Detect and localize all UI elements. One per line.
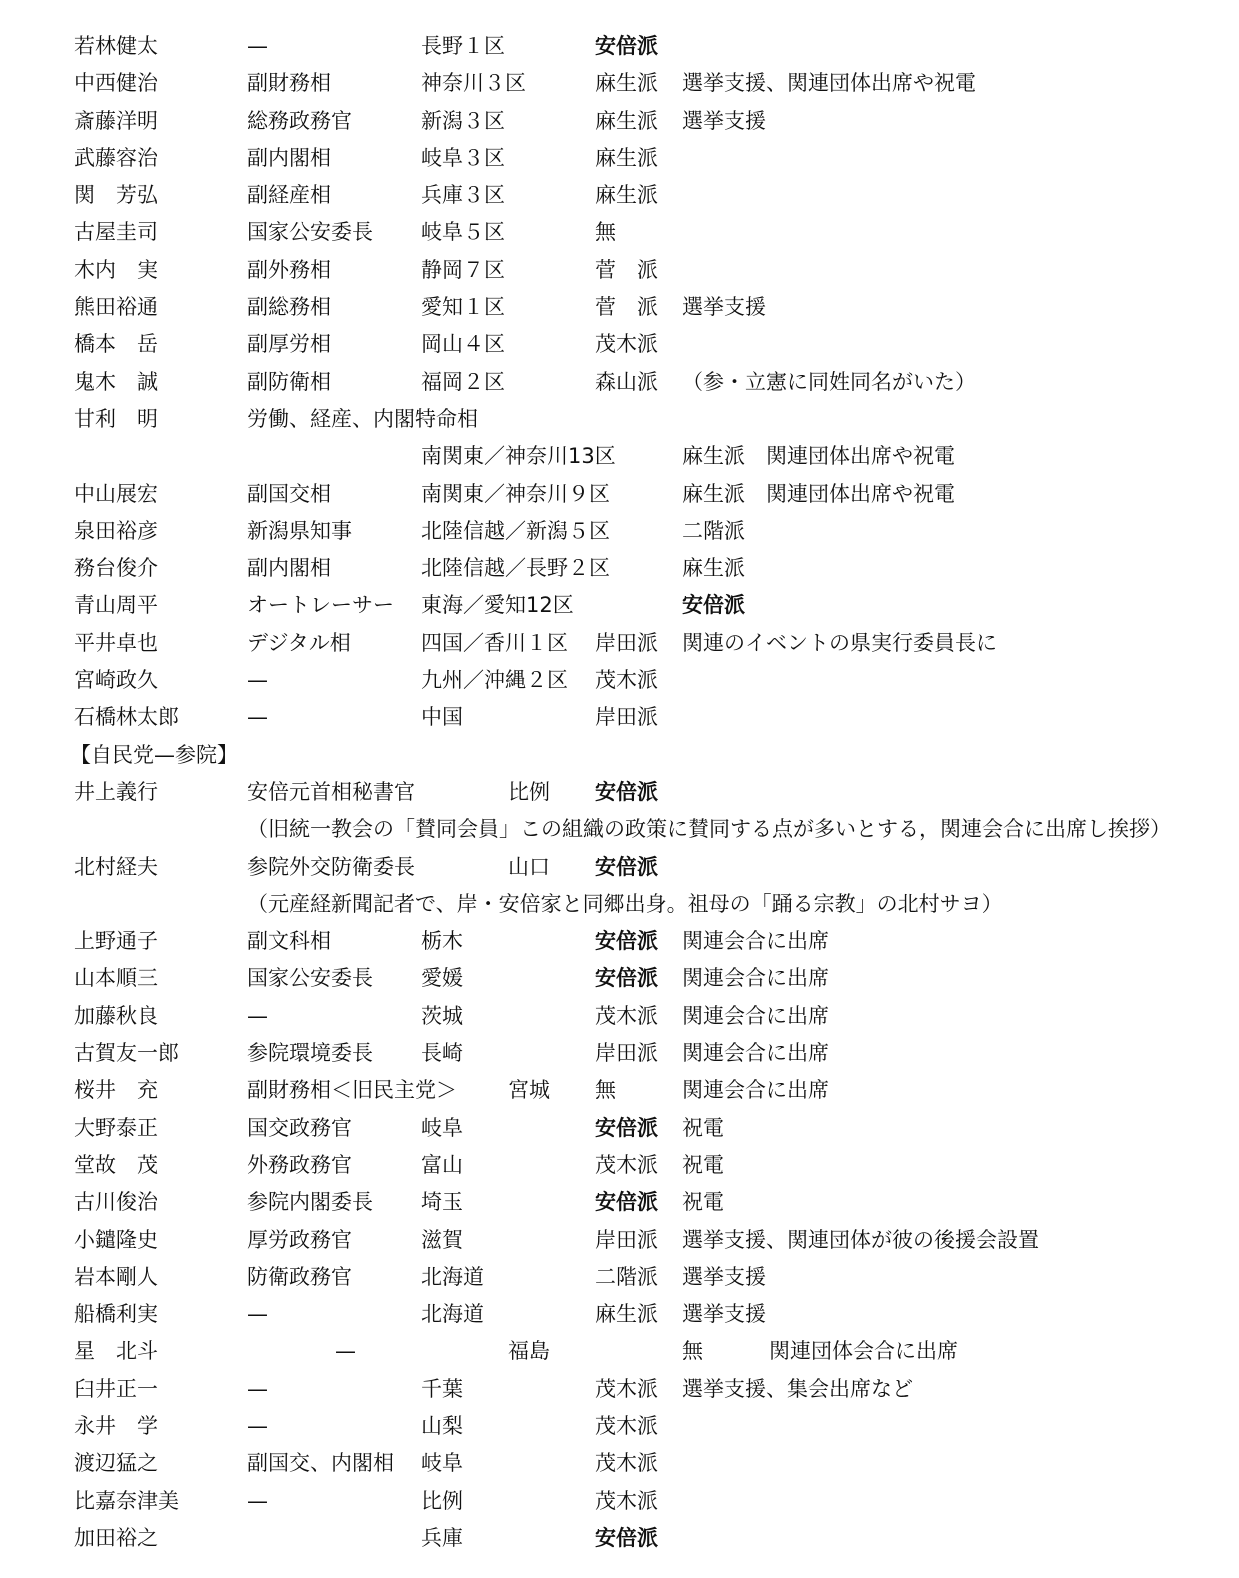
cell-fac: 安倍派 <box>595 854 658 879</box>
cell-pos: 副防衛相 <box>247 369 331 394</box>
cell-dist: 北陸信越／長野２区 <box>421 556 610 581</box>
cell-header: 【自民党—参院】 <box>70 742 238 767</box>
cell-name: 務台俊介 <box>74 556 158 581</box>
cell-cont: （旧統一教会の「賛同会員」この組織の政策に賛同する点が多いとする，関連会合に出席し挨拶） <box>247 817 1171 842</box>
cell-dist: 北陸信越／新潟５区 <box>421 518 610 543</box>
cell-name: 岩本剛人 <box>74 1264 158 1289</box>
cell-dist: 富山 <box>421 1152 463 1177</box>
cell-dist: 東海／愛知12区 <box>421 593 574 618</box>
member-row <box>0 587 1239 624</box>
cell-dist: 福岡２区 <box>421 369 505 394</box>
cell-name: 渡辺猛之 <box>74 1451 158 1476</box>
cell-name: 加田裕之 <box>74 1525 158 1550</box>
cell-dist: 滋賀 <box>421 1227 463 1252</box>
cell-fac: 菅 派 <box>595 295 658 320</box>
cell-fac: 麻生派 <box>595 108 658 133</box>
cell-name: 大野泰正 <box>74 1115 158 1140</box>
cell-dist: 岐阜 <box>421 1451 463 1476</box>
cell-mid: 山口 <box>508 854 550 879</box>
cell-dist: 岐阜３区 <box>421 145 505 170</box>
cell-pos: — <box>247 668 268 693</box>
cell-name: 堂故 茂 <box>74 1152 158 1177</box>
cell-note: 無 <box>682 1339 703 1364</box>
cell-pos: 総務政務官 <box>247 108 352 133</box>
cell-dist: 南関東／神奈川13区 <box>421 444 616 469</box>
cell-pos: 副財務相 <box>247 71 331 96</box>
member-row <box>0 1520 1239 1557</box>
member-row <box>0 1222 1239 1259</box>
member-row <box>0 177 1239 214</box>
cell-name: 関 芳弘 <box>74 183 158 208</box>
cell-fac: 森山派 <box>595 369 658 394</box>
cell-dist: 新潟３区 <box>421 108 505 133</box>
cell-fac: 茂木派 <box>595 1451 658 1476</box>
cell-fac: 茂木派 <box>595 1488 658 1513</box>
cell-pos: 安倍元首相秘書官 <box>247 779 415 804</box>
cell-note: 選挙支援、集会出席など <box>682 1376 913 1401</box>
cell-note: 麻生派 関連団体出席や祝電 <box>682 481 955 506</box>
member-row <box>0 28 1239 65</box>
member-row <box>0 1110 1239 1147</box>
member-row <box>0 252 1239 289</box>
cell-fac: 安倍派 <box>595 1115 658 1140</box>
member-row <box>0 960 1239 997</box>
cell-pos2: — <box>335 1339 356 1364</box>
cell-pos: デジタル相 <box>247 630 351 655</box>
cell-name: 宮崎政久 <box>74 668 158 693</box>
cell-dist: 愛媛 <box>421 966 463 991</box>
cell-note: 関連会合に出席 <box>682 966 829 991</box>
cell-name: 甘利 明 <box>74 406 158 431</box>
member-row <box>0 1445 1239 1482</box>
member-row <box>0 326 1239 363</box>
cell-dist: 長野１区 <box>421 34 505 58</box>
cell-name: 橋本 岳 <box>74 332 158 357</box>
cell-name: 星 北斗 <box>74 1339 158 1364</box>
cell-note: 関連会合に出席 <box>682 1078 829 1103</box>
cell-name: 山本順三 <box>74 966 158 991</box>
cell-pos: 副文科相 <box>247 929 331 954</box>
cell-dist: 千葉 <box>421 1376 463 1401</box>
cell-fac: 岸田派 <box>595 705 658 730</box>
cell-name: 北村経夫 <box>74 854 158 879</box>
cell-fac: 二階派 <box>595 1264 658 1289</box>
cell-pos: 副国交相 <box>247 481 331 506</box>
member-row <box>0 513 1239 550</box>
cell-note: 関連会合に出席 <box>682 929 829 954</box>
cell-dist: 栃木 <box>421 929 463 954</box>
cell-name: 比嘉奈津美 <box>74 1488 179 1513</box>
cell-name: 臼井正一 <box>74 1376 158 1401</box>
cell-name: 斎藤洋明 <box>74 108 158 133</box>
cell-dist: 埼玉 <box>421 1190 463 1215</box>
cell-name: 熊田裕通 <box>74 295 158 320</box>
cell-dist: 兵庫３区 <box>421 183 505 208</box>
cell-pos: — <box>247 1488 268 1513</box>
cell-mid: 宮城 <box>508 1078 550 1103</box>
cell-name: 若林健太 <box>74 34 158 58</box>
member-row <box>0 1296 1239 1333</box>
cell-pos: 副内閣相 <box>247 145 331 170</box>
cell-dist: 兵庫 <box>421 1525 463 1550</box>
cell-name: 中西健治 <box>74 71 158 96</box>
cell-dist: 南関東／神奈川９区 <box>421 481 610 506</box>
cell-name: 泉田裕彦 <box>74 518 158 543</box>
cell-dist: 神奈川３区 <box>421 71 526 96</box>
member-row <box>0 289 1239 326</box>
cell-note: 麻生派 <box>682 556 745 581</box>
cell-dist: 愛知１区 <box>421 295 505 320</box>
member-row <box>0 1072 1239 1109</box>
cell-note: 選挙支援 <box>682 108 766 133</box>
cell-note: 麻生派 関連団体出席や祝電 <box>682 444 955 469</box>
cell-fac: 茂木派 <box>595 668 658 693</box>
cell-name: 永井 学 <box>74 1413 158 1438</box>
member-row <box>0 140 1239 177</box>
cell-dist: 岐阜５区 <box>421 220 505 245</box>
cell-pos: 防衛政務官 <box>247 1264 352 1289</box>
cell-note: 選挙支援、関連団体出席や祝電 <box>682 71 976 96</box>
member-row <box>0 774 1239 811</box>
cell-pos: — <box>247 1376 268 1401</box>
cell-note: 選挙支援 <box>682 295 766 320</box>
cell-pos: 副財務相＜旧民主党＞ <box>247 1078 457 1103</box>
cell-name: 古屋圭司 <box>74 220 158 245</box>
member-row <box>0 1035 1239 1072</box>
cell-fac: 岸田派 <box>595 1041 658 1066</box>
cell-pos: 副経産相 <box>247 183 331 208</box>
cell-fac: 茂木派 <box>595 1413 658 1438</box>
member-row <box>0 364 1239 401</box>
member-row <box>0 550 1239 587</box>
member-row <box>0 103 1239 140</box>
cell-dist: 長崎 <box>421 1041 463 1066</box>
cell-pos: 副国交、内閣相 <box>247 1451 394 1476</box>
cell-fac: 岸田派 <box>595 630 658 655</box>
cell-dist: 山梨 <box>421 1413 463 1438</box>
cell-name: 武藤容治 <box>74 145 158 170</box>
cell-mid: 福島 <box>508 1339 550 1364</box>
cell-dist: 中国 <box>421 705 463 730</box>
cell-fac: 麻生派 <box>595 145 658 170</box>
member-row <box>0 1408 1239 1445</box>
cell-name: 石橋林太郎 <box>74 705 179 730</box>
note-row <box>0 811 1239 848</box>
member-row <box>0 1184 1239 1221</box>
cell-fac: 安倍派 <box>595 779 658 804</box>
member-row <box>0 1483 1239 1520</box>
cell-dist: 北海道 <box>421 1302 484 1327</box>
cell-pos: 副厚労相 <box>247 332 331 357</box>
member-row <box>0 923 1239 960</box>
cell-fac: 安倍派 <box>595 966 658 991</box>
cell-fac: 茂木派 <box>595 332 658 357</box>
cell-note: 選挙支援 <box>682 1302 766 1327</box>
cell-name: 中山展宏 <box>74 481 158 506</box>
cell-pos: 国家公安委長 <box>247 966 373 991</box>
cell-note: （参・立憲に同姓同名がいた） <box>682 369 976 394</box>
member-row <box>0 1259 1239 1296</box>
cell-pos: 副外務相 <box>247 257 331 282</box>
cell-dist: 九州／沖縄２区 <box>421 668 568 693</box>
cell-pos: — <box>247 34 268 58</box>
cell-fac: 安倍派 <box>595 34 658 58</box>
cell-pos: — <box>247 1003 268 1028</box>
cell-pos: 国交政務官 <box>247 1115 352 1140</box>
cell-pos: 参院内閣委長 <box>247 1190 373 1215</box>
cell-pos: — <box>247 1302 268 1327</box>
cell-fac: 安倍派 <box>595 1190 658 1215</box>
cell-name: 古賀友一郎 <box>74 1041 179 1066</box>
cell-pos: 参院外交防衛委長 <box>247 854 415 879</box>
cell-name: 桜井 充 <box>74 1078 158 1103</box>
member-row <box>0 401 1239 438</box>
member-row <box>0 438 1239 475</box>
cell-note: 選挙支援、関連団体が彼の後援会設置 <box>682 1227 1039 1252</box>
cell-pos: 外務政務官 <box>247 1152 352 1177</box>
member-row <box>0 849 1239 886</box>
cell-name: 青山周平 <box>74 593 158 618</box>
cell-fac: 麻生派 <box>595 71 658 96</box>
cell-name: 小鑓隆史 <box>74 1227 158 1252</box>
cell-note: 関連会合に出席 <box>682 1003 829 1028</box>
member-row <box>0 1371 1239 1408</box>
cell-name: 井上義行 <box>74 779 158 804</box>
cell-mid: 比例 <box>508 779 550 804</box>
cell-pos: 厚労政務官 <box>247 1227 352 1252</box>
cell-pos: 参院環境委長 <box>247 1041 373 1066</box>
cell-fac: 岸田派 <box>595 1227 658 1252</box>
cell-fac: 菅 派 <box>595 257 658 282</box>
member-row <box>0 625 1239 662</box>
cell-dist: 静岡７区 <box>421 257 505 282</box>
cell-dist: 茨城 <box>421 1003 463 1028</box>
cell-pos: 副内閣相 <box>247 556 331 581</box>
cell-note: 選挙支援 <box>682 1264 766 1289</box>
cell-cont: （元産経新聞記者で、岸・安倍家と同郷出身。祖母の「踊る宗教」の北村サヨ） <box>247 891 1003 916</box>
cell-dist: 岐阜 <box>421 1115 463 1140</box>
member-row <box>0 65 1239 102</box>
cell-dist: 北海道 <box>421 1264 484 1289</box>
member-row <box>0 699 1239 736</box>
cell-note: 関連会合に出席 <box>682 1041 829 1066</box>
cell-name: 平井卓也 <box>74 630 158 655</box>
cell-pos: 副総務相 <box>247 295 331 320</box>
cell-pos: オートレーサー <box>247 593 394 618</box>
member-row <box>0 1333 1239 1370</box>
cell-pos: — <box>247 705 268 730</box>
cell-note: 祝電 <box>682 1115 724 1140</box>
cell-name: 古川俊治 <box>74 1190 158 1215</box>
cell-name: 上野通子 <box>74 929 158 954</box>
member-row <box>0 476 1239 513</box>
section-header <box>0 737 1239 774</box>
cell-note: 二階派 <box>682 518 745 543</box>
member-row <box>0 1147 1239 1184</box>
cell-fac: 無 <box>595 220 616 245</box>
cell-fac: 茂木派 <box>595 1152 658 1177</box>
cell-fac: 茂木派 <box>595 1376 658 1401</box>
cell-name: 木内 実 <box>74 257 158 282</box>
cell-fac: 麻生派 <box>595 1302 658 1327</box>
cell-note2: 関連団体会合に出席 <box>769 1339 958 1364</box>
cell-pos: 新潟県知事 <box>247 518 352 543</box>
member-row <box>0 662 1239 699</box>
cell-fac: 茂木派 <box>595 1003 658 1028</box>
note-row <box>0 886 1239 923</box>
cell-dist: 岡山４区 <box>421 332 505 357</box>
member-list <box>0 28 1239 1557</box>
member-row <box>0 998 1239 1035</box>
cell-name: 鬼木 誠 <box>74 369 158 394</box>
cell-note: 関連のイベントの県実行委員長に <box>682 630 997 655</box>
member-row <box>0 214 1239 251</box>
cell-name: 船橋利実 <box>74 1302 158 1327</box>
cell-pos: 国家公安委長 <box>247 220 373 245</box>
cell-pos: 労働、経産、内閣特命相 <box>247 406 478 431</box>
cell-pos: — <box>247 1413 268 1438</box>
cell-name: 加藤秋良 <box>74 1003 158 1028</box>
cell-note: 祝電 <box>682 1190 724 1215</box>
cell-note: 安倍派 <box>682 593 745 618</box>
cell-fac: 無 <box>595 1078 616 1103</box>
cell-note: 祝電 <box>682 1152 724 1177</box>
cell-dist: 比例 <box>421 1488 463 1513</box>
cell-fac: 安倍派 <box>595 929 658 954</box>
cell-dist: 四国／香川１区 <box>421 630 568 655</box>
cell-fac: 安倍派 <box>595 1525 658 1550</box>
cell-fac: 麻生派 <box>595 183 658 208</box>
